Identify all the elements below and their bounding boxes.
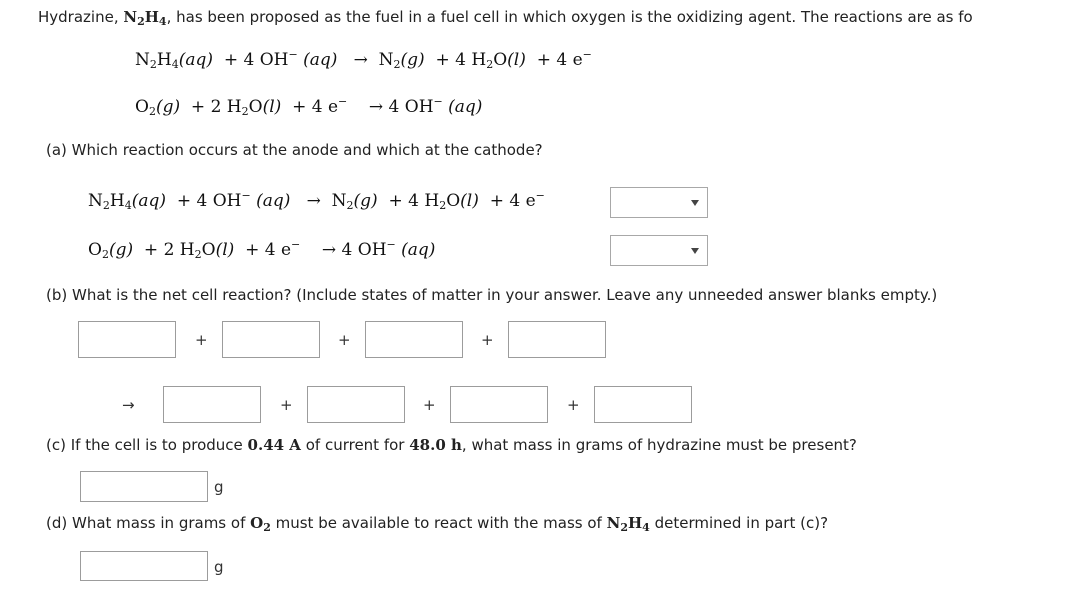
part-a-question: (a) Which reaction occurs at the anode and which at the cathode? [46, 141, 543, 159]
product-input-2[interactable] [307, 386, 405, 423]
part-b-question: (b) What is the net cell reaction? (Include states of matter in your answer. Leave any unneeded answer blanks empty.) [46, 286, 938, 304]
plus-sign: + [338, 331, 351, 349]
anode-cathode-select-1[interactable] [610, 187, 708, 218]
reactant-input-3[interactable] [365, 321, 463, 358]
reaction-arrow: → [122, 396, 135, 414]
plus-sign: + [280, 396, 293, 414]
part-a-reaction-1: $N_2H_4(aq) + 4$ OH− (aq) → $N_2(g) + 4$ $H_2O(l) + 4$ e− [88, 189, 545, 212]
part-c-question: (c) If the cell is to produce 0.44 A of current for 48.0 h, what mass in grams of hydrazine must be present? [46, 436, 857, 454]
product-input-3[interactable] [450, 386, 548, 423]
plus-sign: + [481, 331, 494, 349]
reactant-input-4[interactable] [508, 321, 606, 358]
anode-cathode-select-2[interactable] [610, 235, 708, 266]
plus-sign: + [195, 331, 208, 349]
plus-sign: + [567, 396, 580, 414]
chevron-down-icon [691, 200, 699, 206]
reactant-input-2[interactable] [222, 321, 320, 358]
part-a-reaction-2: $O_2(g) + 2$ $H_2O(l) + 4$ e− → 4 OH− (aq) [88, 238, 436, 261]
reactant-input-1[interactable] [78, 321, 176, 358]
reaction-hydrazine-oxidation: $N_2H_4(aq) + 4$ OH− (aq) → $N_2(g) + 4$ $H_2O(l) + 4$ e− [135, 48, 592, 71]
hydrazine-mass-input[interactable] [80, 471, 208, 502]
part-d-question: (d) What mass in grams of $O_2$ must be available to react with the mass of $N_2H_4$ determined in part (c)? [46, 514, 829, 534]
chevron-down-icon [691, 248, 699, 254]
plus-sign: + [423, 396, 436, 414]
unit-grams: g [214, 478, 224, 496]
product-input-1[interactable] [163, 386, 261, 423]
unit-grams: g [214, 558, 224, 576]
product-input-4[interactable] [594, 386, 692, 423]
intro-text: Hydrazine, $N_2H_4$, has been proposed as the fuel in a fuel cell in which oxygen is the oxidizing agent. The reactions are as fo [38, 8, 973, 28]
oxygen-mass-input[interactable] [80, 551, 208, 581]
reaction-oxygen-reduction: $O_2(g) + 2$ $H_2O(l) + 4$ e− → 4 OH− (aq) [135, 95, 483, 118]
